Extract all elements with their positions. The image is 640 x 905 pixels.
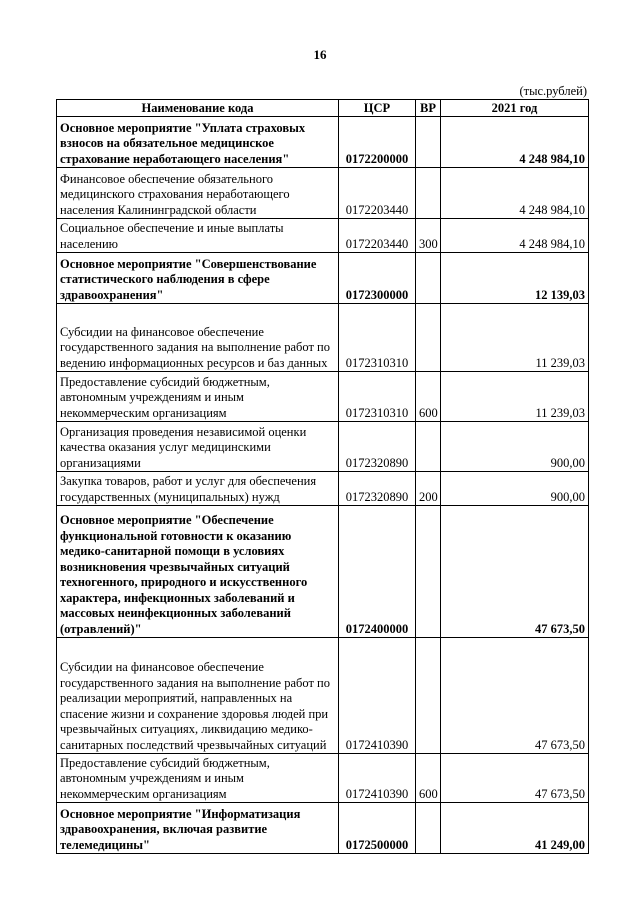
- header-row: [57, 100, 589, 117]
- row-csr: 0172203440: [339, 168, 416, 219]
- row-csr: 0172400000: [339, 506, 416, 638]
- row-csr: 0172203440: [339, 219, 416, 253]
- row-name: Закупка товаров, работ и услуг для обеспечения государственных (муниципальных) нужд: [57, 472, 339, 506]
- row-vr: [416, 638, 441, 754]
- row-vr: [416, 168, 441, 219]
- table-row: [57, 754, 589, 803]
- row-name: Предоставление субсидий бюджетным, автономным учреждениям и иным некоммерческим организациям: [57, 372, 339, 422]
- row-vr: [416, 506, 441, 638]
- row-sum: 11 239,03: [441, 372, 589, 422]
- row-name: Основное мероприятие "Совершенствование статистического наблюдения в сфере здравоохранения": [57, 253, 339, 304]
- row-name: Субсидии на финансовое обеспечение государственного задания на выполнение работ по ведению информационных ресурсов и баз данных: [57, 304, 339, 372]
- table-row: [57, 506, 589, 638]
- table-row: [57, 219, 589, 253]
- table-row: [57, 253, 589, 304]
- header-name: Наименование кода: [57, 100, 339, 117]
- row-name: Предоставление субсидий бюджетным, автономным учреждениям и иным некоммерческим организациям: [57, 754, 339, 803]
- table-row: [57, 372, 589, 422]
- row-name: Основное мероприятие "Обеспечение функциональной готовности к оказанию медико-санитарной помощи в условиях возникновения чрезвычайных ситуаций техногенного, природного и искусственного характера, инфекционных заболеваний и массовых неинфекционных заболеваний (отравлений)": [57, 506, 339, 638]
- row-vr: 300: [416, 219, 441, 253]
- row-csr: 0172410390: [339, 754, 416, 803]
- row-vr: [416, 422, 441, 472]
- row-csr: 0172320890: [339, 422, 416, 472]
- row-vr: 600: [416, 754, 441, 803]
- row-sum: 47 673,50: [441, 754, 589, 803]
- row-vr: [416, 803, 441, 854]
- row-csr: 0172310310: [339, 372, 416, 422]
- row-csr: 0172310310: [339, 304, 416, 372]
- row-name: Субсидии на финансовое обеспечение государственного задания на выполнение работ по реализации мероприятий, направленных на спасение жизни и сохранение здоровья людей при чрезвычайных ситуациях, ликвидацию медико-санитарных последствий чрезвычайных ситуаций: [57, 638, 339, 754]
- row-vr: [416, 253, 441, 304]
- row-sum: 47 673,50: [441, 638, 589, 754]
- budget-table: [56, 99, 589, 854]
- row-name: Финансовое обеспечение обязательного медицинского страхования неработающего населения Калининградской области: [57, 168, 339, 219]
- row-sum: 11 239,03: [441, 304, 589, 372]
- row-sum: 12 139,03: [441, 253, 589, 304]
- row-csr: 0172410390: [339, 638, 416, 754]
- row-sum: 4 248 984,10: [441, 219, 589, 253]
- table-row: [57, 638, 589, 754]
- header-year: 2021 год: [441, 100, 589, 117]
- row-vr: [416, 117, 441, 168]
- row-vr: 200: [416, 472, 441, 506]
- table-row: [57, 472, 589, 506]
- table-row: [57, 422, 589, 472]
- table-row: [57, 117, 589, 168]
- row-csr: 0172200000: [339, 117, 416, 168]
- row-vr: [416, 304, 441, 372]
- row-csr: 0172320890: [339, 472, 416, 506]
- row-sum: 4 248 984,10: [441, 168, 589, 219]
- row-sum: 4 248 984,10: [441, 117, 589, 168]
- row-csr: 0172300000: [339, 253, 416, 304]
- page-number: 16: [313, 47, 327, 62]
- row-sum: 900,00: [441, 472, 589, 506]
- table-row: [57, 803, 589, 854]
- row-name: Социальное обеспечение и иные выплаты населению: [57, 219, 339, 253]
- header-vr: ВР: [416, 100, 441, 117]
- row-vr: 600: [416, 372, 441, 422]
- table-row: [57, 304, 589, 372]
- row-sum: 47 673,50: [441, 506, 589, 638]
- row-sum: 41 249,00: [441, 803, 589, 854]
- header-csr: ЦСР: [339, 100, 416, 117]
- row-name: Основное мероприятие "Информатизация здравоохранения, включая развитие телемедицины": [57, 803, 339, 854]
- row-name: Организация проведения независимой оценки качества оказания услуг медицинскими организациями: [57, 422, 339, 472]
- table-row: [57, 168, 589, 219]
- units-label: (тыс.рублей): [519, 84, 587, 98]
- row-csr: 0172500000: [339, 803, 416, 854]
- row-name: Основное мероприятие "Уплата страховых взносов на обязательное медицинское страхование неработающего населения": [57, 117, 339, 168]
- row-sum: 900,00: [441, 422, 589, 472]
